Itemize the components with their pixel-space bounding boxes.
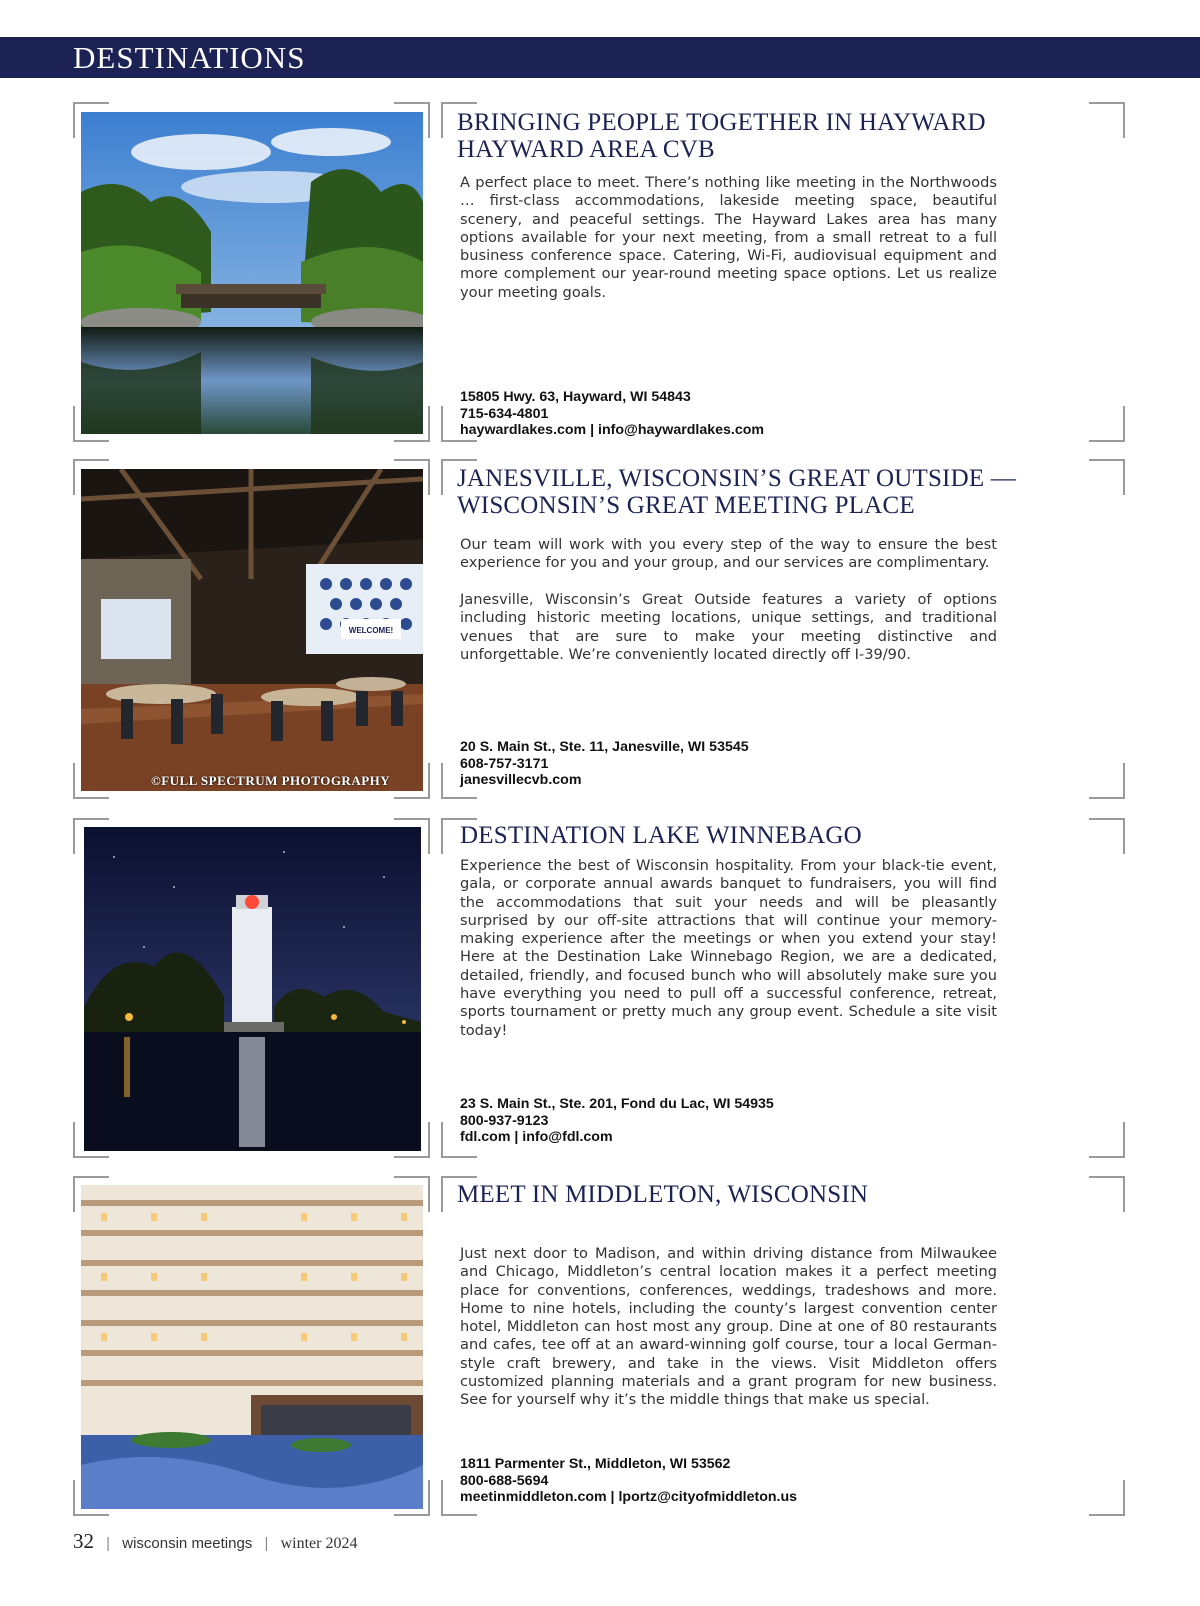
- text-frame: [1091, 818, 1125, 1158]
- hayward-photo-frame: [73, 102, 430, 442]
- text-frame: [441, 102, 475, 442]
- text-frame: [1091, 102, 1125, 442]
- address: 15805 Hwy. 63, Hayward, WI 54843: [460, 389, 691, 405]
- issue-label: winter 2024: [280, 1535, 358, 1552]
- page-footer: [73, 1529, 357, 1557]
- middleton-body: Just next door to Madison, and within driving distance from Milwaukee and Chicago, Middleton’s central location makes it a perfect meeting place for conventions, conferences, weddings, tradeshows and more. Home to nine hotels, including the county’s largest convention center hotel, Middleton can host most any group. Dine at one of 80 restaurants and cafes, tee off at an award-winning golf course, tour a local German-style craft brewery, and take in the views. Visit Middleton offers customized planning materials and a grant program for new business. See for yourself why it’s the middle things that make us special.: [460, 1245, 997, 1409]
- middleton-photo-frame: [73, 1176, 430, 1516]
- phone: 800-688-5694: [460, 1472, 549, 1489]
- section-banner: [0, 37, 1200, 78]
- section-title: DESTINATIONS: [73, 40, 306, 75]
- footer-divider: |: [106, 1535, 111, 1552]
- janesville-body-2: Janesville, Wisconsin’s Great Outside features a variety of options including historic meeting locations, unique settings, and traditional venues that are sure to make your meeting distinctive and unforgettable. We’re conveniently located directly off I-39/90.: [460, 591, 997, 663]
- address: 1811 Parmenter St., Middleton, WI 53562: [460, 1456, 731, 1472]
- phone: 715-634-4801: [460, 405, 549, 422]
- phone: 800-937-9123: [460, 1112, 549, 1129]
- heading-line: JANESVILLE, WISCONSIN’S GREAT OUTSIDE —: [457, 465, 1016, 492]
- footer-divider: |: [264, 1535, 269, 1552]
- web-email[interactable]: fdl.com | info@fdl.com: [460, 1129, 613, 1145]
- address: 20 S. Main St., Ste. 11, Janesville, WI 53545: [460, 739, 749, 755]
- winnebago-photo-frame: [73, 818, 430, 1158]
- hotel-atrium-photo: [81, 1185, 423, 1509]
- janesville-body-1: Our team will work with you every step of the way to ensure the best experience for you and your group, and our services are complimentary.: [460, 536, 997, 572]
- text-frame: [1091, 1176, 1125, 1516]
- text-frame: [441, 818, 475, 1158]
- heading-line: DESTINATION LAKE WINNEBAGO: [460, 822, 862, 849]
- heading-line: MEET IN MIDDLETON, WISCONSIN: [457, 1181, 869, 1208]
- middleton-contact: [460, 1456, 1020, 1506]
- hayward-body: A perfect place to meet. There’s nothing like meeting in the Northwoods … first-class accommodations, lakeside meeting space, beautiful scenery, and peaceful settings. The Hayward Lakes area has many options available for your next meeting, from a small retreat to a full business conference space. Catering, Wi-Fi, audiovisual equipment and more complement our year-round meeting space options. Let us realize your meeting goals.: [460, 174, 997, 301]
- heading-line: WISCONSIN’S GREAT MEETING PLACE: [457, 492, 915, 519]
- winnebago-contact: [460, 1096, 1020, 1146]
- page-number: 32: [73, 1529, 94, 1553]
- publication-name: wisconsin meetings: [122, 1535, 253, 1552]
- web-email[interactable]: haywardlakes.com | info@haywardlakes.com: [460, 422, 765, 438]
- hayward-heading: [457, 109, 1017, 163]
- winnebago-heading: [460, 822, 1020, 849]
- hayward-contact: [460, 389, 1020, 439]
- middleton-heading: [457, 1181, 1017, 1208]
- janesville-venue-photo: [81, 469, 423, 791]
- address: 23 S. Main St., Ste. 201, Fond du Lac, WI 54935: [460, 1096, 774, 1112]
- janesville-heading: [457, 465, 1017, 519]
- winnebago-body: Experience the best of Wisconsin hospitality. From your black-tie event, gala, or corporate annual awards banquet to fundraisers, you will find the accommodations that suit your needs and will be pleasantly surprised by our off-site attractions that will continue your memory-making experience after the meetings or when you extend your stay! Here at the Destination Lake Winnebago Region, we are a dedicated, detailed, friendly, and focused bunch who will absolutely make sure you have everything you need to pull off a successful conference, retreat, sports tournament or pretty much any group event. Schedule a site visit today!: [460, 857, 997, 1039]
- phone: 608-757-3171: [460, 755, 549, 772]
- text-frame: [441, 1176, 475, 1516]
- text-frame: [1091, 459, 1125, 799]
- photo-credit: ©FULL SPECTRUM PHOTOGRAPHY: [151, 773, 391, 788]
- text-frame: [441, 459, 475, 799]
- welcome-sign: WELCOME!: [348, 626, 394, 635]
- janesville-photo-frame: [73, 459, 430, 799]
- heading-line: HAYWARD AREA CVB: [457, 136, 715, 163]
- web-email[interactable]: meetinmiddleton.com | lportz@cityofmiddleton.us: [460, 1489, 798, 1505]
- hayward-bridge-photo: [81, 112, 423, 434]
- lighthouse-photo: [84, 827, 421, 1151]
- web-email[interactable]: janesvillecvb.com: [460, 772, 582, 788]
- janesville-contact: [460, 739, 1020, 789]
- heading-line: BRINGING PEOPLE TOGETHER IN HAYWARD: [457, 109, 986, 136]
